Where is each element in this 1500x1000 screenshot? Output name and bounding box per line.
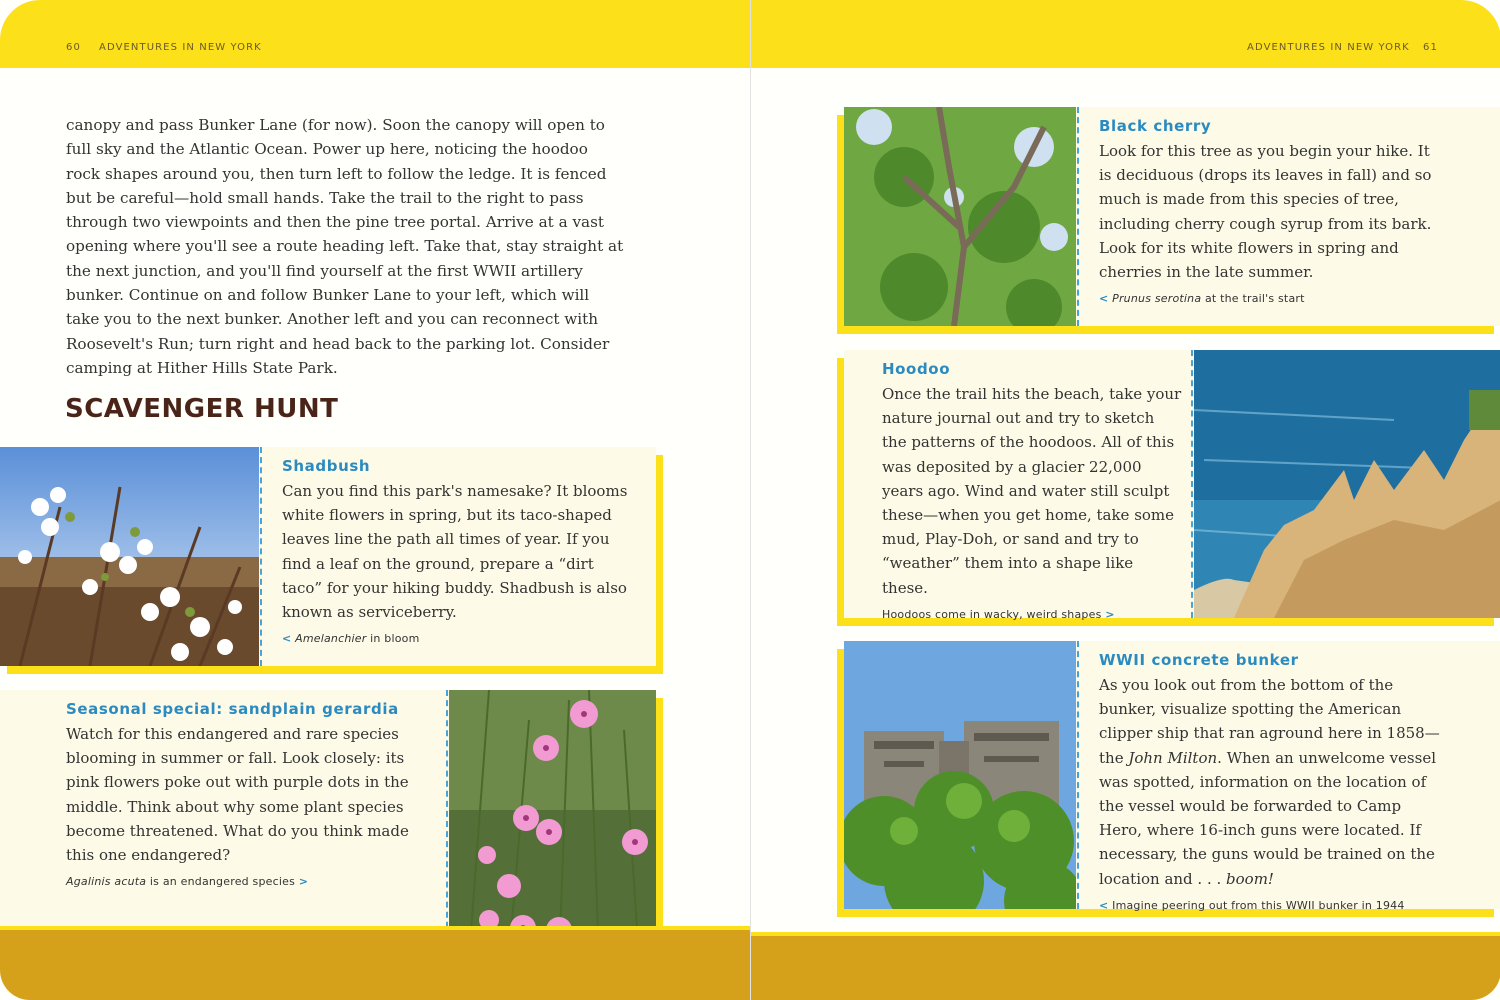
- right-header-band: [751, 0, 1500, 68]
- caption-arrow-right-icon: >: [298, 875, 309, 889]
- bunker-caption: [1099, 899, 1444, 912]
- bunker-photo: [844, 641, 1076, 909]
- section-title: SCAVENGER HUNT: [65, 394, 339, 424]
- shadbush-caption-rest: in bloom: [366, 632, 420, 646]
- hoodoo-caption-rest: Hoodoos come in wacky, weird shapes: [882, 607, 1106, 621]
- gerardia-caption-rest: is an endangered species: [146, 875, 299, 889]
- shadbush-caption: [282, 632, 632, 645]
- gerardia-divider: [446, 690, 448, 958]
- hoodoo-content: [882, 360, 1182, 621]
- shadbush-divider: [260, 447, 262, 666]
- gerardia-caption: [66, 875, 426, 888]
- shadbush-content: [282, 457, 632, 645]
- shadbush-title: Shadbush: [282, 457, 371, 475]
- black-cherry-content: [1099, 117, 1444, 305]
- left-body-text: canopy and pass Bunker Lane (for now). Soon the canopy will open to full sky and the Atlantic Ocean. Power up here, noticing the hoodoo rock shapes around you, then turn left to follow the ledge. It is fenced but be careful—hold small hands. Take the trail to the right to pass through two viewpoints and then the pine tree portal. Arrive at a vast opening where you'll see a route heading left. Take that, stay straight at the next junction, and you'll find yourself at the first WWII artillery bunker. Continue on and follow Bunker Lane to your left, which will take you to the next bunker. Another left and you can reconnect with Roosevelt's Run; turn right and head back to the parking lot. Consider camping at Hither Hills State Park.: [66, 116, 624, 377]
- caption-arrow-right-icon: >: [1105, 607, 1115, 621]
- bunker-text-ship-name: John Milton: [1128, 748, 1218, 767]
- shadbush-card: [0, 447, 656, 666]
- bunker-text-end: boom!: [1226, 869, 1274, 888]
- right-running-head: ADVENTURES IN NEW YORK: [1247, 42, 1410, 53]
- hoodoo-title: Hoodoo: [882, 360, 951, 378]
- bunker-caption-rest: Imagine peering out from this WWII bunker in 1944: [1108, 898, 1405, 912]
- black-cherry-caption-rest: at the trail's start: [1201, 292, 1305, 306]
- right-page-number: 61: [1423, 42, 1438, 53]
- left-footer-band: [0, 930, 750, 1000]
- hoodoo-photo: [1194, 350, 1500, 618]
- black-cherry-text: Look for this tree as you begin your hike. It is deciduous (drops its leaves in fall) and so much is made from this species of tree, including cherry cough syrup from its bark. Look for its white flowers in spring and cherries in the late summer.: [1099, 142, 1432, 282]
- shadbush-caption-species: Amelanchier: [295, 632, 367, 646]
- bunker-text-part-b: . When an unwelcome vessel was spotted, information on the location of the vessel would be forwarded to Camp Hero, where 16-inch guns were located. If necessary, the guns would be trained on the location and . . .: [1099, 748, 1437, 888]
- hoodoo-divider: [1191, 350, 1193, 618]
- gerardia-photo: [449, 690, 656, 958]
- gerardia-caption-species: Agalinis acuta: [66, 875, 147, 889]
- gerardia-title: Seasonal special: sandplain gerardia: [66, 700, 399, 718]
- black-cherry-title: Black cherry: [1099, 117, 1212, 135]
- bunker-divider: [1077, 641, 1079, 909]
- bunker-card: [844, 641, 1500, 912]
- shadbush-photo: [0, 447, 259, 666]
- left-running-head: ADVENTURES IN NEW YORK: [99, 42, 262, 53]
- bunker-text: [1099, 673, 1444, 891]
- black-cherry-card: [844, 107, 1500, 326]
- gerardia-text: Watch for this endangered and rare species blooming in summer or fall. Look closely: its pink flowers poke out with purple dots in the middle. Think about why some plant species become threatened. What do you think made this one endangered?: [66, 725, 409, 865]
- caption-arrow-left-icon: <: [1099, 292, 1109, 306]
- bunker-text-part-a: As you look out from the bottom of the bunker, visualize spotting the American clipper ship that ran aground here in 1858—the: [1099, 676, 1440, 767]
- right-footer-band: [751, 936, 1500, 1000]
- black-cherry-divider: [1077, 107, 1079, 326]
- hoodoo-card: [844, 350, 1500, 621]
- left-page-number: 60: [66, 42, 81, 53]
- gerardia-content: [66, 700, 426, 888]
- shadbush-text: Can you find this park's namesake? It blooms white flowers in spring, but its taco-shaped leaves line the path all times of year. If you find a leaf on the ground, prepare a “dirt taco” for your hiking buddy. Shadbush is also known as serviceberry.: [282, 482, 628, 622]
- black-cherry-caption-species: Prunus serotina: [1112, 292, 1202, 306]
- left-header-band: [0, 0, 750, 68]
- bunker-title: WWII concrete bunker: [1099, 651, 1299, 669]
- black-cherry-photo: [844, 107, 1076, 326]
- gerardia-card: [0, 690, 656, 958]
- hoodoo-text: Once the trail hits the beach, take your nature journal out and try to sketch the patterns of the hoodoos. All of this was deposited by a glacier 22,000 years ago. Wind and water still sculpt these—when you get home, take some mud, Play-Doh, or sand and try to “weather” them into a shape like these.: [882, 385, 1182, 597]
- black-cherry-caption: [1099, 292, 1444, 305]
- bunker-content: [1099, 651, 1444, 912]
- caption-arrow-left-icon: <: [1099, 898, 1109, 912]
- caption-arrow-left-icon: <: [282, 632, 292, 646]
- hoodoo-caption: [882, 608, 1182, 621]
- right-page: [750, 0, 1500, 1000]
